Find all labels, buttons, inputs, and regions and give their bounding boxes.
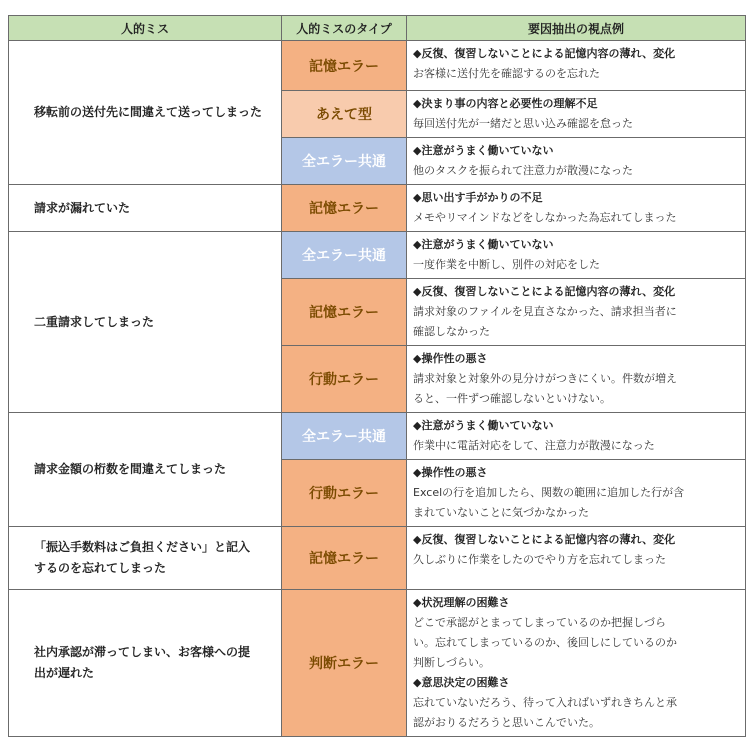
mistake-line: 「振込手数料はご負担ください」と記入 xyxy=(34,540,251,554)
factor-example-line: 請求対象のファイルを見直さなかった、請求担当者に xyxy=(413,305,677,318)
error-type-action: 行動エラー xyxy=(282,460,407,527)
factor-example: メモやリマインドなどをしなかった為忘れてしまった xyxy=(413,211,677,224)
mistake-cell: 請求金額の桁数を間違えてしまった xyxy=(9,413,282,527)
mistake-cell: 二重請求してしまった xyxy=(9,232,282,413)
error-type-common: 全エラー共通 xyxy=(282,413,407,460)
factor-example-line: 確認しなかった xyxy=(413,325,490,338)
mistake-cell: 請求が漏れていた xyxy=(9,185,282,232)
factor-cell xyxy=(407,346,746,413)
header-row xyxy=(9,16,746,41)
table-row xyxy=(9,527,746,590)
error-type-memory: 記憶エラー xyxy=(282,527,407,590)
header-factor-viewpoint: 要因抽出の視点例 xyxy=(407,16,746,41)
error-analysis-table xyxy=(8,15,746,737)
table-row xyxy=(9,232,746,279)
factor-cell xyxy=(407,413,746,460)
factor-heading: ◆操作性の悪さ xyxy=(413,352,488,365)
factor-example: 作業中に電話対応をして、注意力が散漫になった xyxy=(413,439,655,452)
factor-heading: ◆操作性の悪さ xyxy=(413,466,488,479)
error-type-common: 全エラー共通 xyxy=(282,232,407,279)
factor-heading: ◆反復、復習しないことによる記憶内容の薄れ、変化 xyxy=(413,285,676,298)
factor-cell xyxy=(407,590,746,737)
factor-cell xyxy=(407,232,746,279)
factor-example: 一度作業を中断し、別件の対応をした xyxy=(413,258,600,271)
mistake-cell xyxy=(9,590,282,737)
factor-heading: ◆状況理解の困難さ xyxy=(413,596,510,609)
mistake-line: 社内承認が滞ってしまい、お客様への提 xyxy=(34,645,251,659)
factor-example: お客様に送付先を確認するのを忘れた xyxy=(413,67,600,80)
error-type-judgment: 判断エラー xyxy=(282,590,407,737)
factor-heading: ◆意思決定の困難さ xyxy=(413,676,510,689)
factor-heading: ◆決まり事の内容と必要性の理解不足 xyxy=(413,97,598,110)
factor-cell xyxy=(407,527,746,590)
factor-example-line: 忘れていないだろう、待って入ればいずれきちんと承 xyxy=(413,696,677,709)
factor-example: 他のタスクを振られて注意力が散漫になった xyxy=(413,164,633,177)
factor-heading: ◆注意がうまく働いていない xyxy=(413,238,554,251)
factor-cell xyxy=(407,41,746,91)
factor-example-line: Excelの行を追加したら、関数の範囲に追加した行が含 xyxy=(413,486,685,499)
table-row xyxy=(9,413,746,460)
factor-cell xyxy=(407,460,746,527)
factor-heading: ◆注意がうまく働いていない xyxy=(413,144,554,157)
error-type-memory: 記憶エラー xyxy=(282,185,407,232)
factor-cell xyxy=(407,185,746,232)
factor-heading: ◆注意がうまく働いていない xyxy=(413,419,554,432)
error-analysis-table-container xyxy=(8,15,746,737)
factor-cell xyxy=(407,279,746,346)
header-error-type: 人的ミスのタイプ xyxy=(282,16,407,41)
factor-example-line: い。忘れてしまっているのか、後回しにしているのか xyxy=(413,636,677,649)
table-row xyxy=(9,41,746,91)
mistake-line: するのを忘れてしまった xyxy=(34,561,167,575)
factor-example: 毎回送付先が一緒だと思い込み確認を怠った xyxy=(413,117,633,130)
table-row xyxy=(9,185,746,232)
factor-example-line: 判断しづらい。 xyxy=(413,656,490,669)
factor-example: 久しぶりに作業をしたのでやり方を忘れてしまった xyxy=(413,553,666,566)
factor-example-line: どこで承認がとまってしまっているのか把握しづら xyxy=(413,616,666,629)
factor-heading: ◆反復、復習しないことによる記憶内容の薄れ、変化 xyxy=(413,533,676,546)
factor-example-line: まれていないことに気づかなかった xyxy=(413,506,589,519)
mistake-cell xyxy=(9,527,282,590)
factor-heading: ◆思い出す手がかりの不足 xyxy=(413,191,543,204)
factor-heading: ◆反復、復習しないことによる記憶内容の薄れ、変化 xyxy=(413,47,676,60)
error-type-memory: 記憶エラー xyxy=(282,41,407,91)
error-type-action: 行動エラー xyxy=(282,346,407,413)
mistake-line: 出が遅れた xyxy=(34,666,95,680)
factor-example-line: 請求対象と対象外の見分けがつきにくい。件数が増え xyxy=(413,372,677,385)
factor-cell xyxy=(407,91,746,138)
header-human-error: 人的ミス xyxy=(9,16,282,41)
error-type-memory: 記憶エラー xyxy=(282,279,407,346)
factor-example-line: ると、一件ずつ確認しないといけない。 xyxy=(413,392,611,405)
factor-cell xyxy=(407,138,746,185)
mistake-cell: 移転前の送付先に間違えて送ってしまった xyxy=(9,41,282,185)
factor-example-line: 認がおりるだろうと思いこんでいた。 xyxy=(413,716,600,729)
error-type-daring: あえて型 xyxy=(282,91,407,138)
error-type-common: 全エラー共通 xyxy=(282,138,407,185)
table-row xyxy=(9,590,746,737)
